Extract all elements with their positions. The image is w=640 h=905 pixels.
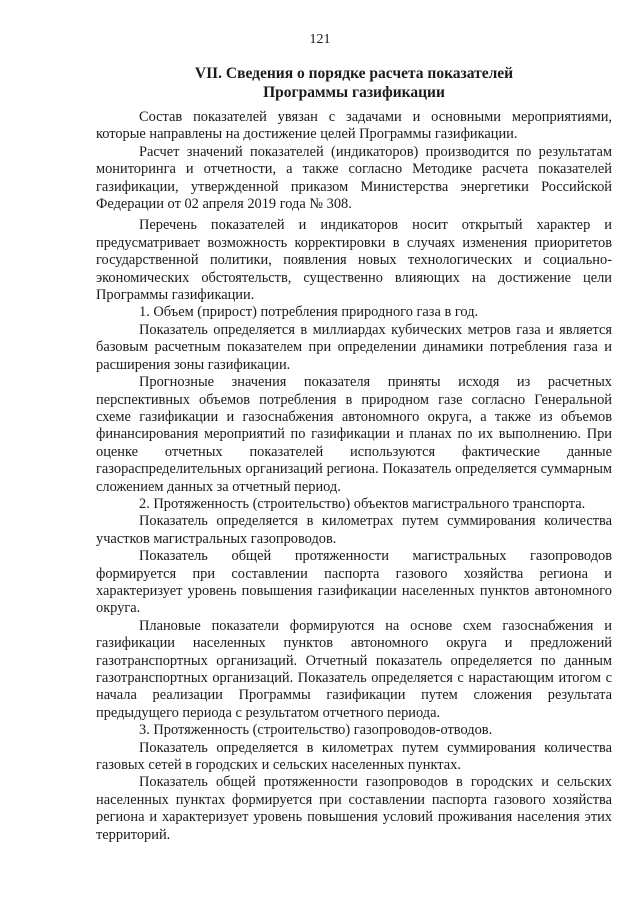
paragraph-item-2-definition: Показатель определяется в километрах путем суммирования количества участков магистральных газопроводов.: [96, 513, 612, 547]
paragraph-indicator-list: Перечень показателей и индикаторов носит открытый характер и предусматривает возможность корректировки в случаях изменения приоритетов государственной политики, появления новых технологических и социально-экономических обстоятельств, существенно влияющих на достижение цели Программы газификации.: [96, 217, 612, 304]
section-heading-line-1: VII. Сведения о порядке расчета показателей: [194, 65, 514, 82]
paragraph-item-1-definition: Показатель определяется в миллиардах кубических метров газа и является базовым расчетным показателем при определении динамики потребления газа и расширения зоны газификации.: [96, 321, 612, 373]
body-text: [96, 109, 612, 844]
item-1-heading: 1. Объем (прирост) потребления природного газа в год.: [139, 304, 479, 321]
item-2-heading: 2. Протяженность (строительство) объектов магистрального транспорта.: [139, 495, 586, 512]
item-3-heading: 3. Протяженность (строительство) газопроводов-отводов.: [139, 722, 493, 739]
paragraph-item-2-total-length: Показатель общей протяженности магистральных газопроводов формируется при составлении паспорта газового хозяйства региона и характеризует уровень повышения газификации населенных пунктов автономного округа.: [96, 548, 612, 617]
paragraph-item-2-planned: Плановые показатели формируются на основе схем газоснабжения и газификации населенных пунктов автономного округа и предложений газотранспортных организаций. Отчетный показатель определяется по данным газотранспортных организаций. Показатель определяется с нарастающим итогом с начала реализации Программы газификации путем сложения результата предыдущего периода с результатом отчетного периода.: [96, 617, 612, 721]
section-heading-line-2: Программы газификации: [263, 84, 445, 101]
paragraph-item-3-definition: Показатель определяется в километрах путем суммирования количества газовых сетей в городских и сельских населенных пунктах.: [96, 739, 612, 774]
paragraph-composition: Состав показателей увязан с задачами и основными мероприятиями, которые направлены на достижение целей Программы газификации.: [96, 109, 612, 143]
page-number: 121: [309, 32, 331, 47]
paragraph-item-1-forecast: Прогнозные значения показателя приняты исходя из расчетных перспективных объемов потребления в природном газе согласно Генеральной схеме газификации и газоснабжения автономного округа, а также из объемов финансирования мероприятий по газификации и планах по их выполнению. При оценке отчетных показателей используются фактические данные газораспределительных организаций региона. Показатель определяется суммарным сложением данных за отчетный период.: [96, 374, 612, 495]
section-heading: [96, 64, 612, 102]
paragraph-item-3-total-length: Показатель общей протяженности газопроводов в городских и сельских населенных пунктах формируется при составлении паспорта газового хозяйства региона и характеризует уровень повышения условий проживания населения этих территорий.: [96, 774, 612, 843]
paragraph-calculation: Расчет значений показателей (индикаторов) производится по результатам мониторинга и отчетности, а также согласно Методике расчета показателей газификации, утвержденной приказом Министерства энергетики Российской Федерации от 02 апреля 2019 года № 308.: [96, 143, 612, 213]
